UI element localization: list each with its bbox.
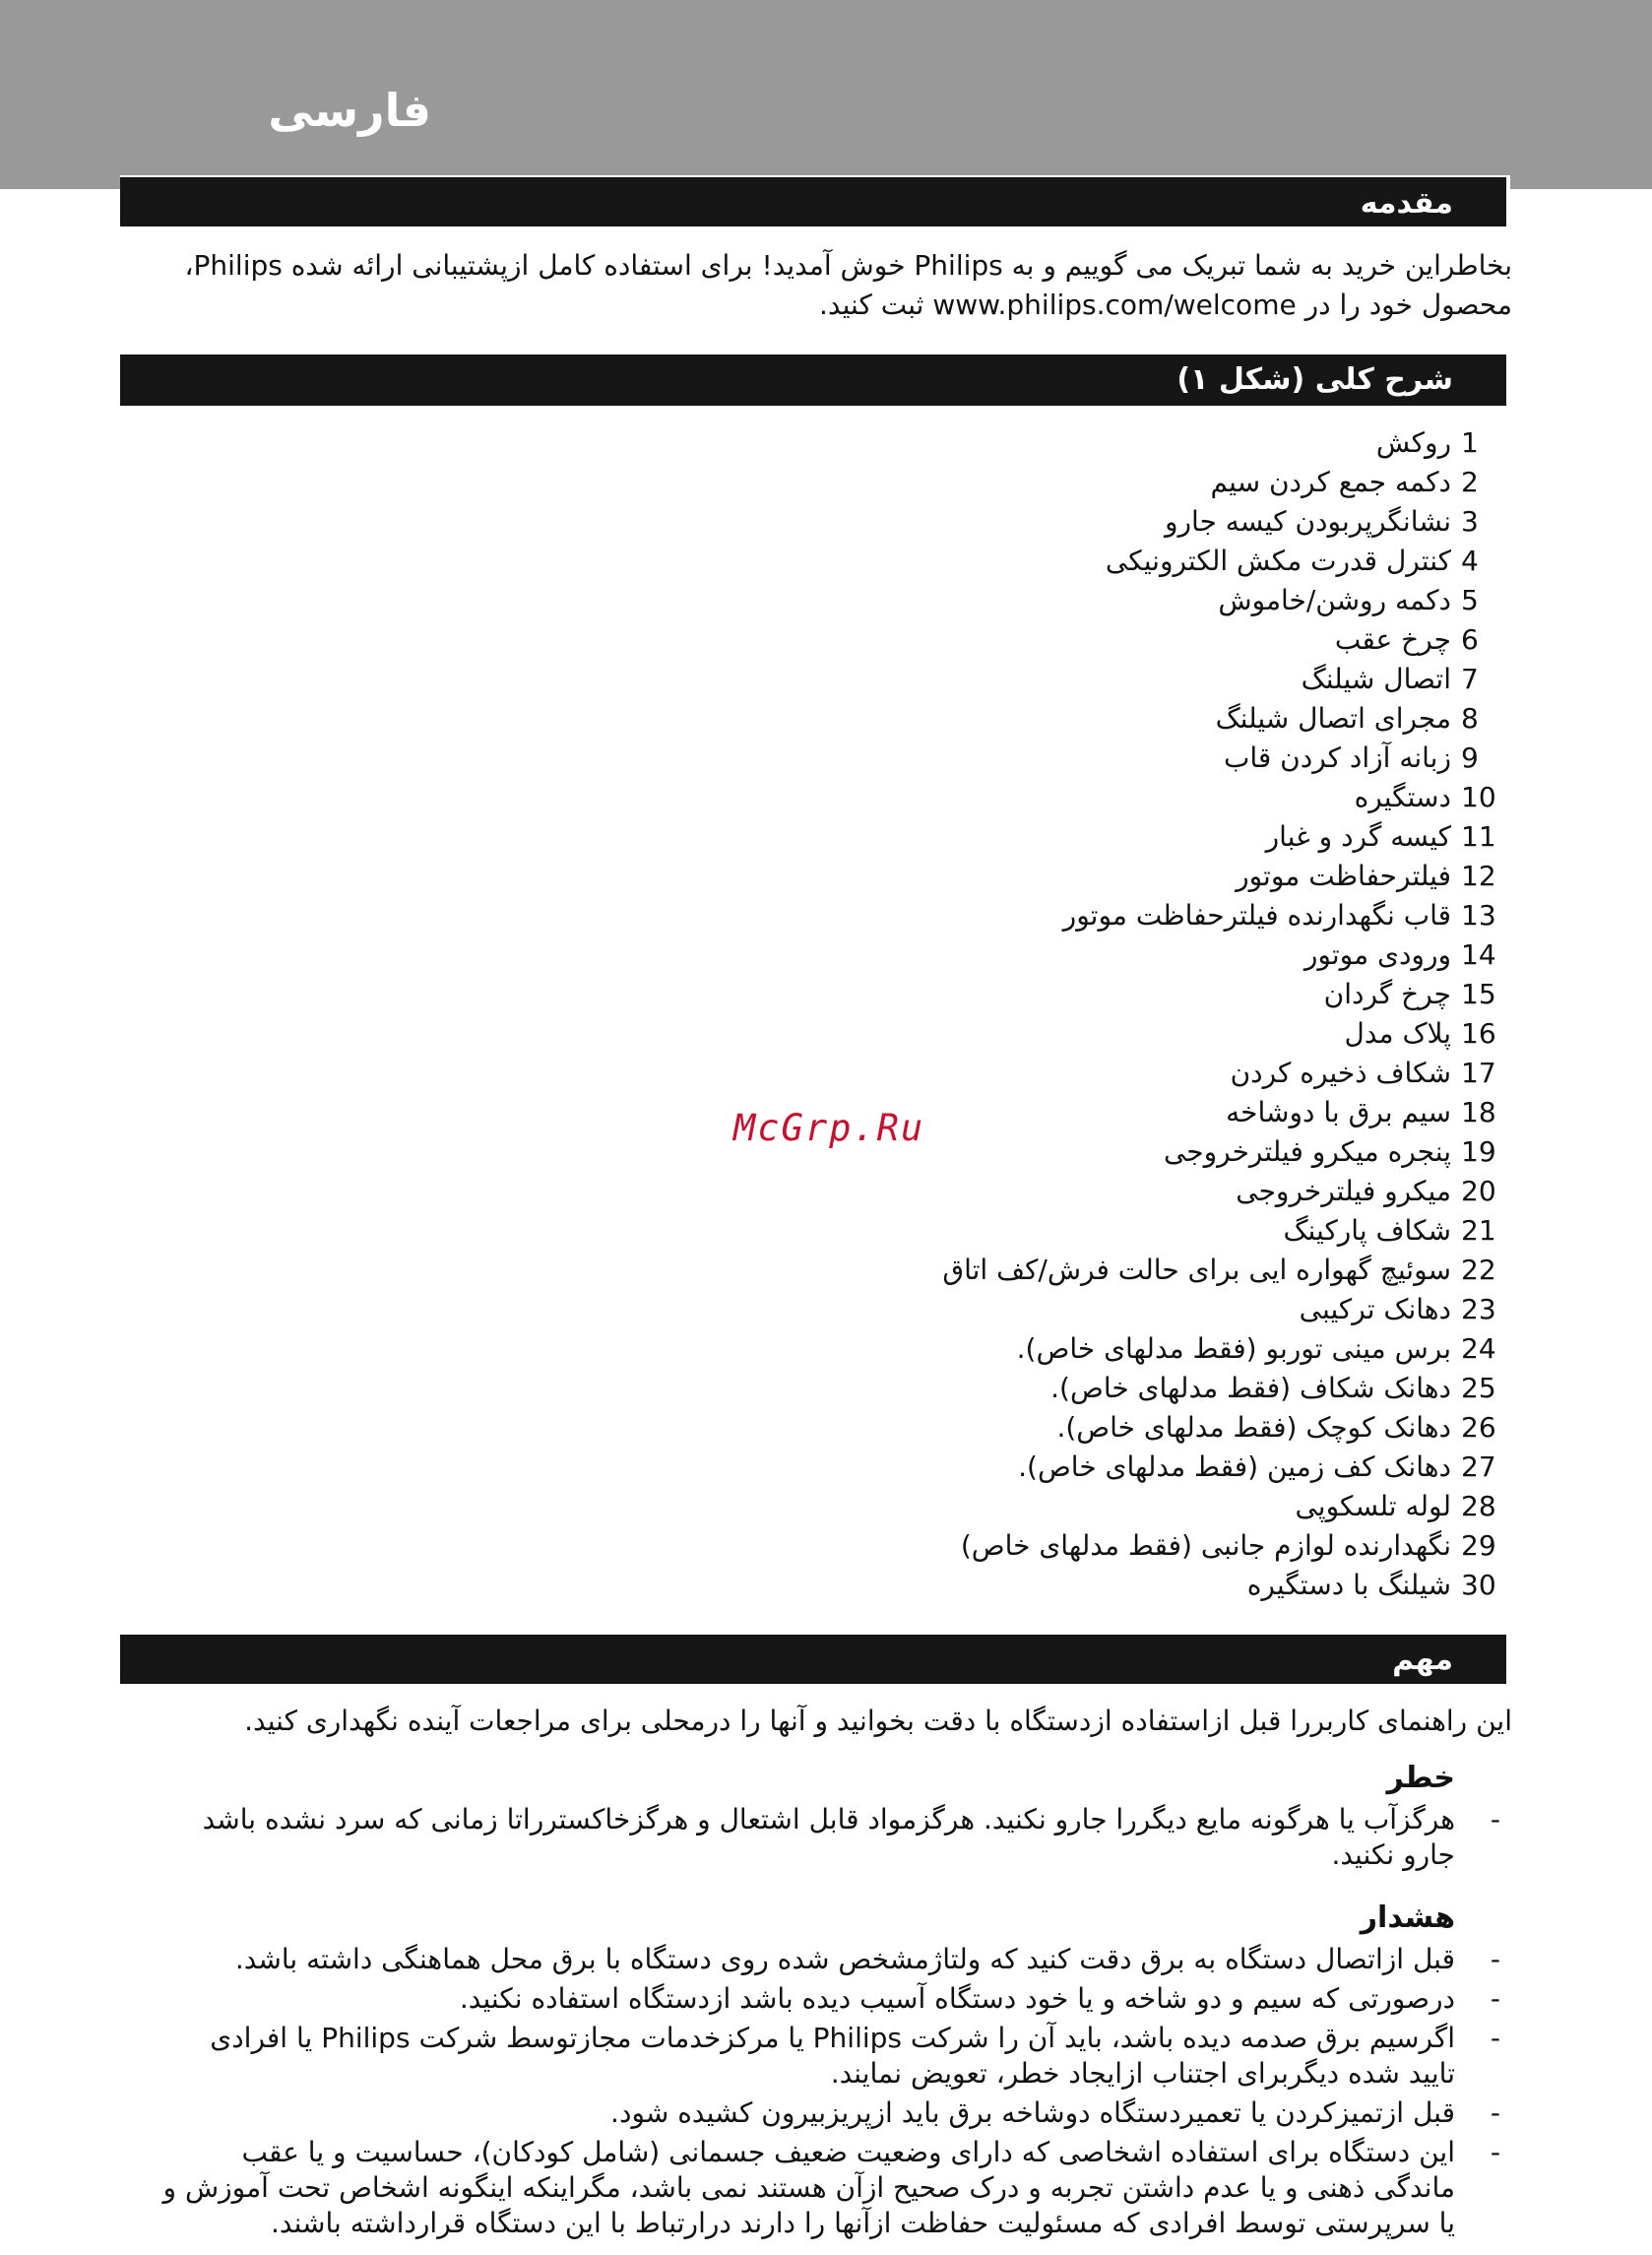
list-item — [232, 1487, 1512, 1526]
list-item — [232, 542, 1512, 581]
item-label: دهانک ترکیبی — [1299, 1293, 1451, 1325]
section-heading-overview: شرح کلی (شکل ۱) — [120, 354, 1510, 406]
item-label: شکاف ذخیره کردن — [1230, 1057, 1451, 1089]
item-number: 12 — [1461, 860, 1496, 892]
list-item — [232, 935, 1512, 975]
item-label: دهانک کف زمین (فقط مدلهای خاص). — [1018, 1450, 1451, 1483]
list-item — [232, 778, 1512, 817]
item-number: 1 — [1461, 426, 1479, 459]
watermark: McGrp.Ru — [733, 1107, 925, 1149]
list-item — [232, 817, 1512, 857]
item-label: مجرای اتصال شیلنگ — [1215, 702, 1451, 735]
item-label: دهانک شکاف (فقط مدلهای خاص). — [1050, 1372, 1451, 1404]
item-label: میکرو فیلترخروجی — [1236, 1175, 1451, 1207]
list-item — [232, 1329, 1512, 1369]
item-number: 18 — [1461, 1096, 1496, 1128]
item-text: قبل ازتمیزکردن یا تعمیردستگاه دوشاخه برق باید ازپریزبیرون کشیده شود. — [610, 2096, 1455, 2129]
list-item — [232, 739, 1512, 778]
list-item — [232, 975, 1512, 1014]
important-paragraph: این راهنمای کاربررا قبل ازاستفاده ازدستگاه با دقت بخوانید و آنها را درمحلی برای مراجعات آینده نگهداری کنید. — [244, 1705, 1512, 1737]
item-number: 21 — [1461, 1214, 1496, 1247]
danger-heading: خطر — [1386, 1761, 1455, 1795]
item-label: ورودی موتور — [1303, 938, 1451, 971]
language-title: فارسی — [268, 84, 431, 137]
item-label: دکمه روشن/خاموش — [1218, 584, 1451, 616]
item-label: شیلنگ با دستگیره — [1246, 1569, 1451, 1601]
warning-heading: هشدار — [1360, 1901, 1455, 1935]
item-label: کیسه گرد و غبار — [1265, 820, 1451, 853]
item-label: فیلترحفاظت موتور — [1236, 860, 1451, 892]
item-number: 2 — [1461, 466, 1479, 498]
item-label: نشانگرپربودن کیسه جارو — [1165, 505, 1451, 538]
list-item — [232, 502, 1512, 542]
item-number: 13 — [1461, 899, 1496, 932]
item-number: 23 — [1461, 1293, 1496, 1325]
item-number: 6 — [1461, 623, 1479, 656]
intro-paragraph: بخاطراین خرید به شما تبریک می گوییم و به Philips خوش آمدید! برای استفاده کامل ازپشتیبانی ارائه شده Philips، محصول خود را در www.philips.com/welcome ثبت کنید. — [184, 249, 1512, 321]
list-item: - اگرسیم برق صدمه دیده باشد، باید آن را شرکت Philips یا مرکزخدمات مجازتوسط شرکت Philips یا افرادی تایید شده دیگربرای اجتناب ازایجاد خطر، تعویض نمایند. — [210, 2022, 1500, 2090]
list-item — [232, 1054, 1512, 1093]
item-number: 16 — [1461, 1017, 1496, 1050]
item-label: نگهدارنده لوازم جانبی (فقط مدلهای خاص) — [960, 1529, 1451, 1562]
item-number: 7 — [1461, 663, 1479, 695]
item-text: اگرسیم برق صدمه دیده باشد، باید آن را شرکت Philips یا مرکزخدمات مجازتوسط شرکت Philips یا افرادی تایید شده دیگربرای اجتناب ازایجاد خطر، تعویض نمایند. — [210, 2022, 1455, 2090]
item-label: چرخ عقب — [1334, 623, 1451, 656]
item-label: برس مینی توربو (فقط مدلهای خاص). — [1016, 1332, 1451, 1365]
list-item — [232, 1251, 1512, 1290]
item-text: این دستگاه برای استفاده اشخاصی که دارای وضعیت ضعیف جسمانی (شامل کودکان)، حساسیت و یا عقب ماندگی ذهنی و یا عدم داشتن تجربه و درک صحیح ازآن هستند نمی باشد، مگراینکه اینگونه اشخاص تحت آموزش و یا سرپرستی توسط افرادی که مسئولیت حفاظت ازآنها را دارند درارتباط با این دستگاه قرارداشته باشند. — [162, 2136, 1455, 2239]
item-number: 4 — [1461, 545, 1479, 577]
item-label: سیم برق با دوشاخه — [1226, 1096, 1451, 1128]
list-item — [232, 463, 1512, 502]
item-label: پلاک مدل — [1344, 1017, 1451, 1050]
item-number: 10 — [1461, 781, 1496, 813]
list-item — [232, 1290, 1512, 1329]
item-label: سوئیچ گهواره ایی برای حالت فرش/کف اتاق — [942, 1254, 1451, 1286]
item-number: 27 — [1461, 1450, 1496, 1483]
item-number: 11 — [1461, 820, 1496, 853]
list-item: - درصورتی که سیم و دو شاخه و یا خود دستگاه آسیب دیده باشد ازدستگاه استفاده نکنید. — [459, 1982, 1500, 2015]
item-number: 17 — [1461, 1057, 1496, 1089]
parts-list — [232, 423, 1512, 1605]
item-number: 8 — [1461, 702, 1479, 735]
item-label: شکاف پارکینگ — [1283, 1214, 1451, 1247]
item-number: 5 — [1461, 584, 1479, 616]
item-number: 25 — [1461, 1372, 1496, 1404]
item-text: هرگزآب یا هرگونه مایع دیگررا جارو نکنید. هرگزمواد قابل اشتعال و هرگزخاکسترراتا زمانی که سرد نشده باشد جارو نکنید. — [202, 1803, 1455, 1871]
list-item: - قبل ازتمیزکردن یا تعمیردستگاه دوشاخه برق باید ازپریزبیرون کشیده شود. — [610, 2096, 1500, 2129]
item-number: 15 — [1461, 978, 1496, 1010]
item-number: 28 — [1461, 1490, 1496, 1522]
item-number: 30 — [1461, 1569, 1496, 1601]
list-item — [232, 423, 1512, 463]
list-item — [232, 857, 1512, 896]
list-item: - هرگزآب یا هرگونه مایع دیگررا جارو نکنید. هرگزمواد قابل اشتعال و هرگزخاکسترراتا زمانی که سرد نشده باشد جارو نکنید. — [202, 1803, 1500, 1871]
item-number: 24 — [1461, 1332, 1496, 1365]
list-item — [232, 620, 1512, 660]
list-item — [232, 1369, 1512, 1408]
item-number: 29 — [1461, 1529, 1496, 1562]
item-label: پنجره میکرو فیلترخروجی — [1163, 1135, 1451, 1168]
section-heading-important: مهم — [120, 1635, 1510, 1684]
item-label: زبانه آزاد کردن قاب — [1224, 741, 1451, 774]
item-label: اتصال شیلنگ — [1301, 663, 1451, 695]
warning-list — [158, 1942, 1512, 2245]
item-number: 9 — [1461, 741, 1479, 774]
list-item — [232, 660, 1512, 699]
item-number: 22 — [1461, 1254, 1496, 1286]
section-heading-intro: مقدمه — [120, 175, 1510, 226]
list-item — [232, 1172, 1512, 1211]
list-item — [232, 1526, 1512, 1566]
list-item: - این دستگاه برای استفاده اشخاصی که دارای وضعیت ضعیف جسمانی (شامل کودکان)، حساسیت و یا عقب ماندگی ذهنی و یا عدم داشتن تجربه و درک صحیح ازآن هستند نمی باشد، مگراینکه اینگونه اشخاص تحت آموزش و یا سرپرستی توسط افرادی که مسئولیت حفاظت ازآنها را دارند درارتباط با این دستگاه قرارداشته باشند. — [162, 2136, 1500, 2239]
danger-list — [158, 1802, 1512, 1877]
item-label: قاب نگهدارنده فیلترحفاظت موتور — [1062, 899, 1451, 932]
item-number: 20 — [1461, 1175, 1496, 1207]
item-number: 14 — [1461, 938, 1496, 971]
item-label: روکش — [1375, 426, 1451, 459]
list-item: - قبل ازاتصال دستگاه به برق دقت کنید که ولتاژمشخص شده روی دستگاه با برق محل هماهنگی داشته باشد. — [234, 1943, 1500, 1975]
item-text: درصورتی که سیم و دو شاخه و یا خود دستگاه آسیب دیده باشد ازدستگاه استفاده نکنید. — [459, 1982, 1455, 2015]
item-label: چرخ گردان — [1323, 978, 1451, 1010]
list-item — [232, 1014, 1512, 1054]
list-item — [232, 1448, 1512, 1487]
item-label: کنترل قدرت مکش الکترونیکی — [1105, 545, 1451, 577]
list-item — [232, 1211, 1512, 1251]
list-item — [232, 896, 1512, 935]
item-number: 26 — [1461, 1411, 1496, 1444]
list-item — [232, 1566, 1512, 1605]
item-number: 19 — [1461, 1135, 1496, 1168]
list-item — [232, 1408, 1512, 1448]
list-item — [232, 699, 1512, 739]
item-number: 3 — [1461, 505, 1479, 538]
item-text: قبل ازاتصال دستگاه به برق دقت کنید که ولتاژمشخص شده روی دستگاه با برق محل هماهنگی داشته باشد. — [234, 1943, 1455, 1975]
list-item — [232, 581, 1512, 620]
item-label: لوله تلسکوپی — [1295, 1490, 1451, 1522]
item-label: دکمه جمع کردن سیم — [1210, 466, 1451, 498]
item-label: دهانک کوچک (فقط مدلهای خاص). — [1056, 1411, 1451, 1444]
item-label: دستگیره — [1354, 781, 1451, 813]
